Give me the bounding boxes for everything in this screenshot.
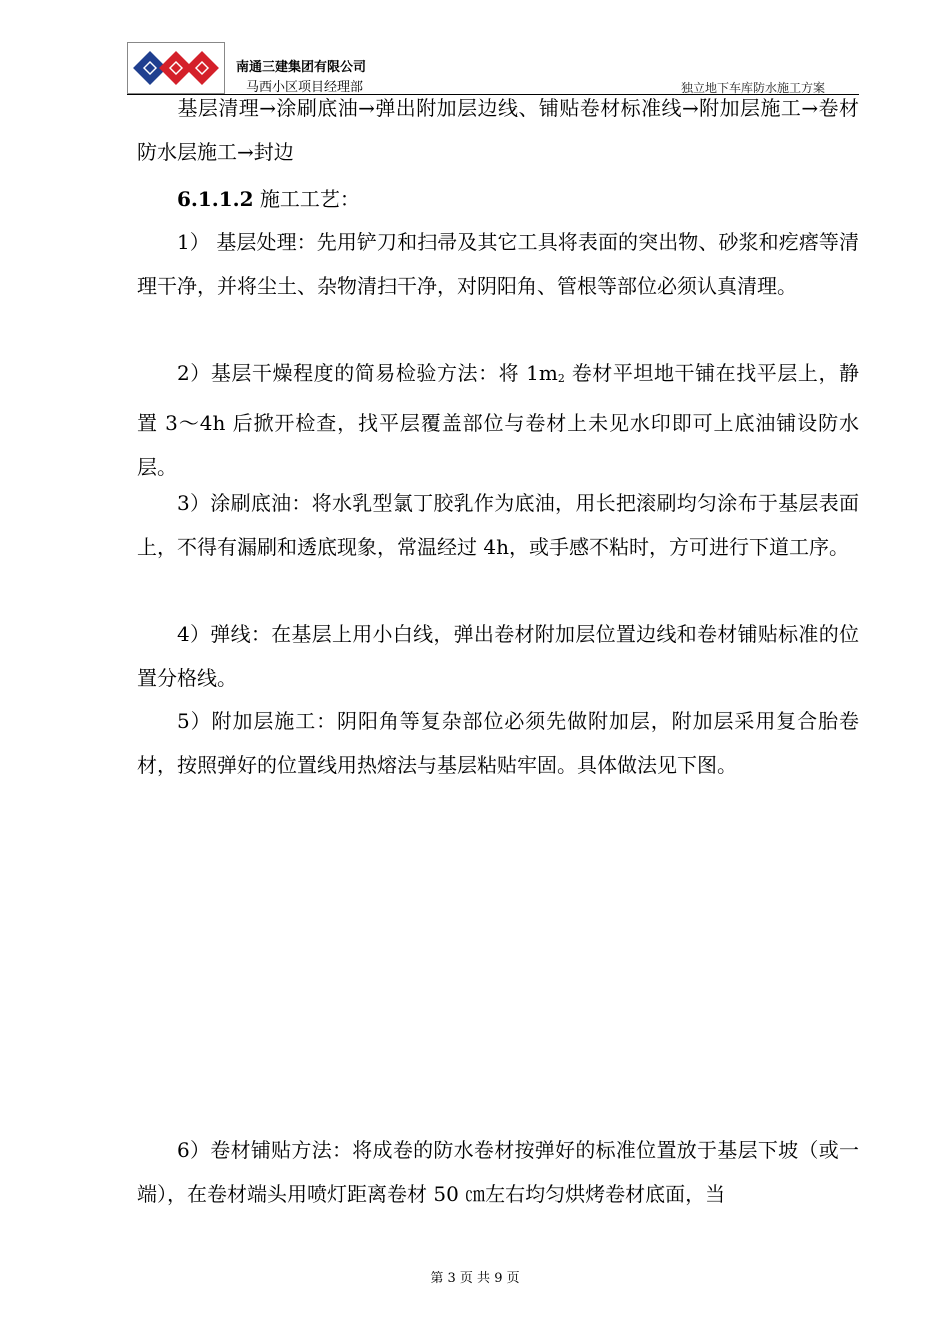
process-flow: 基层清理→涂刷底油→弹出附加层边线、铺贴卷材标准线→附加层施工→卷材防水层施工→封边 (137, 96, 859, 164)
item-1: 1） 基层处理：先用铲刀和扫帚及其它工具将表面的突出物、砂浆和疙瘩等清理干净，并将尘土、杂物清扫干净，对阴阳角、管根等部位必须认真清理。 (137, 230, 859, 298)
item-2: 2）基层干燥程度的简易检验方法：将 $1m_2$ 卷材平坦地干铺在找平层上，静置 3～4h 后掀开检查，找平层覆盖部位与卷材上未见水印即可上底油铺设防水层。 (137, 361, 859, 479)
item-6: 6）卷材铺贴方法：将成卷的防水卷材按弹好的标准位置放于基层下坡（或一端），在卷材端头用喷灯距离卷材 50 ㎝左右均匀烘烤卷材底面，当 (137, 1138, 859, 1206)
company-name: 南通三建集团有限公司 (236, 60, 367, 75)
item-5: 5）附加层施工：阴阳角等复杂部位必须先做附加层，附加层采用复合胎卷材，按照弹好的位置线用热熔法与基层粘贴牢固。具体做法见下图。 (137, 709, 859, 777)
section-title: 施工工艺： (259, 187, 360, 211)
section-number: 6.1.1.2 (177, 187, 254, 211)
document-title: 独立地下车库防水施工方案 (681, 81, 826, 95)
item-4: 4）弹线：在基层上用小白线，弹出卷材附加层位置边线和卷材铺贴标准的位置分格线。 (137, 622, 859, 690)
page-footer: 第 3 页 共 9 页 (430, 1271, 520, 1286)
section-heading (137, 177, 859, 221)
item-3: 3）涂刷底油：将水乳型氯丁胶乳作为底油，用长把滚刷均匀涂布于基层表面上，不得有漏刷和透底现象，常温经过 4h，或手感不粘时，方可进行下道工序。 (137, 491, 859, 559)
department-name: 马西小区项目经理部 (246, 80, 364, 95)
